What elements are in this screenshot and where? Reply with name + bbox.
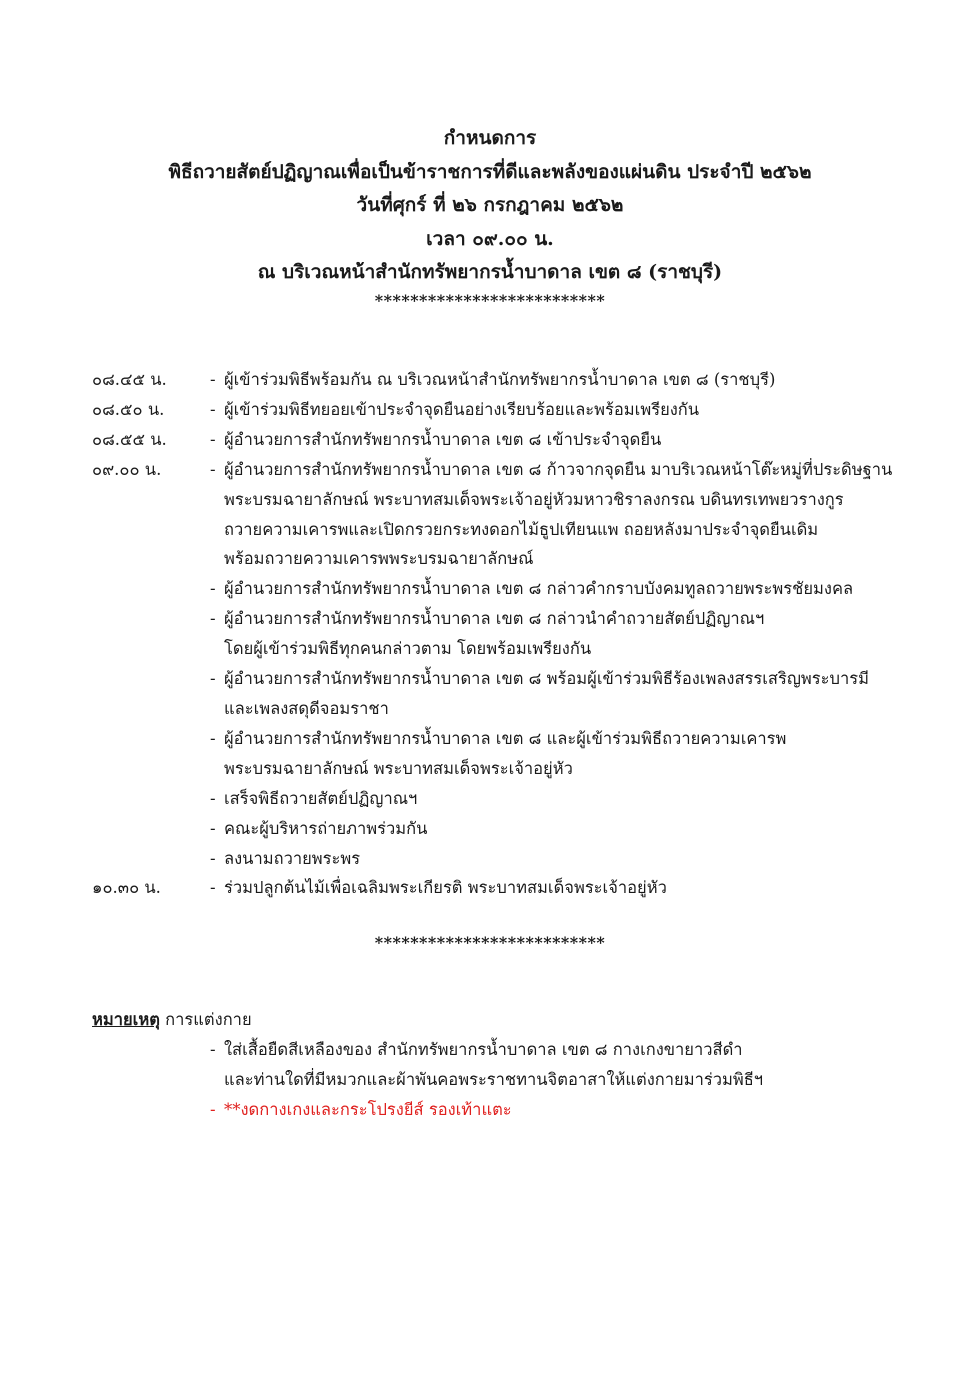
schedule-row — [92, 574, 912, 604]
schedule-row — [92, 604, 912, 634]
schedule-text: โดยผู้เข้าร่วมพิธีทุกคนกล่าวตาม โดยพร้อมเพรียงกัน — [224, 639, 592, 659]
bullet-dash: - — [210, 609, 216, 629]
note-label: หมายเหตุ — [92, 1010, 160, 1029]
schedule-time: ๐๘.๕๐ น. — [92, 399, 165, 419]
schedule-time: ๐๘.๕๕ น. — [92, 429, 167, 449]
schedule-text: ผู้อำนวยการสำนักทรัพยากรน้ำบาดาล เขต ๘ เข้าประจำจุดยืน — [224, 429, 662, 449]
schedule-text: ถวายความเคารพและเปิดกรวยกระทงดอกไม้ธูปเทียนแพ ถอยหลังมาประจำจุดยืนเดิม — [224, 519, 819, 539]
schedule-row — [92, 515, 912, 545]
bullet-dash: - — [210, 878, 216, 898]
schedule-list — [92, 365, 912, 903]
schedule-row — [92, 844, 912, 874]
bullet-dash: - — [210, 429, 216, 449]
bullet-dash: - — [210, 669, 216, 689]
header-title: กำหนดการ — [443, 127, 537, 149]
schedule-row — [92, 694, 912, 724]
header-location: ณ บริเวณหน้าสำนักทรัพยากรน้ำบาดาล เขต ๘ (ราชบุรี) — [257, 261, 723, 283]
bullet-dash: - — [210, 370, 216, 389]
schedule-row — [92, 754, 912, 784]
schedule-row — [92, 873, 912, 903]
schedule-row — [92, 664, 912, 694]
note-line — [92, 1035, 912, 1065]
note-title: การแต่งกาย — [165, 1010, 252, 1029]
schedule-text: ผู้อำนวยการสำนักทรัพยากรน้ำบาดาล เขต ๘ กล่าวนำคำถวายสัตย์ปฏิญาณฯ — [224, 609, 765, 629]
warning-text: **งดกางเกงและกระโปรงยีส์ รองเท้าแตะ — [224, 1100, 512, 1119]
schedule-text: ผู้อำนวยการสำนักทรัพยากรน้ำบาดาล เขต ๘ และผู้เข้าร่วมพิธีถวายความเคารพ — [224, 728, 787, 748]
footer-stars-divider — [0, 932, 980, 954]
bullet-dash: - — [210, 848, 216, 868]
bullet-dash: - — [210, 579, 216, 599]
header-time: เวลา ๐๙.๐๐ น. — [426, 227, 554, 250]
schedule-text: คณะผู้บริหารถ่ายภาพร่วมกัน — [224, 818, 428, 838]
schedule-row — [92, 425, 912, 455]
note-section — [92, 1005, 912, 1125]
bullet-dash: - — [210, 818, 216, 838]
schedule-text: เสร็จพิธีถวายสัตย์ปฏิญาณฯ — [224, 788, 418, 808]
schedule-row — [92, 485, 912, 515]
bullet-dash: - — [210, 1040, 216, 1059]
document-header — [0, 122, 980, 312]
schedule-row — [92, 544, 912, 574]
note-text: และท่านใดที่มีหมวกและผ้าพันคอพระราชทานจิตอาสาให้แต่งกายมาร่วมพิธีฯ — [224, 1070, 764, 1089]
bullet-dash: - — [210, 1100, 216, 1119]
schedule-text: และเพลงสดุดีจอมราชา — [224, 698, 389, 718]
schedule-text: ผู้เข้าร่วมพิธีพร้อมกัน ณ บริเวณหน้าสำนักทรัพยากรน้ำบาดาล เขต ๘ (ราชบุรี) — [224, 370, 776, 389]
schedule-row — [92, 784, 912, 814]
bullet-dash: - — [210, 399, 216, 419]
schedule-text: ร่วมปลูกต้นไม้เพื่อเฉลิมพระเกียรติ พระบาทสมเด็จพระเจ้าอยู่หัว — [224, 878, 667, 898]
stars-text: ************************** — [374, 933, 606, 952]
header-date: วันที่ศุกร์ ที่ ๒๖ กรกฎาคม ๒๕๖๒ — [356, 194, 624, 216]
note-text: ใส่เสื้อยืดสีเหลืองของ สำนักทรัพยากรน้ำบาดาล เขต ๘ กางเกงขายาวสีดำ — [224, 1040, 743, 1059]
schedule-text: ผู้อำนวยการสำนักทรัพยากรน้ำบาดาล เขต ๘ พร้อมผู้เข้าร่วมพิธีร้องเพลงสรรเสริญพระบารมี — [224, 669, 869, 689]
schedule-row — [92, 395, 912, 425]
note-heading — [92, 1005, 912, 1035]
schedule-text: พร้อมถวายความเคารพพระบรมฉายาลักษณ์ — [224, 549, 534, 569]
bullet-dash: - — [210, 459, 216, 479]
schedule-text: พระบรมฉายาลักษณ์ พระบาทสมเด็จพระเจ้าอยู่หัว — [224, 758, 573, 778]
schedule-row — [92, 455, 912, 485]
note-warning — [92, 1095, 912, 1125]
schedule-row — [92, 724, 912, 754]
schedule-row — [92, 814, 912, 844]
schedule-text: ลงนามถวายพระพร — [224, 848, 361, 868]
header-stars-divider: ************************** — [374, 290, 606, 310]
note-line — [92, 1065, 912, 1095]
schedule-row — [92, 365, 912, 395]
schedule-text: ผู้เข้าร่วมพิธีทยอยเข้าประจำจุดยืนอย่างเรียบร้อยและพร้อมเพรียงกัน — [224, 399, 700, 419]
schedule-text: ผู้อำนวยการสำนักทรัพยากรน้ำบาดาล เขต ๘ กล่าวคำกราบบังคมทูลถวายพระพรชัยมงคล — [224, 579, 854, 599]
schedule-time: ๑๐.๓๐ น. — [92, 878, 161, 898]
schedule-time: ๐๘.๔๕ น. — [92, 370, 167, 389]
schedule-time: ๐๙.๐๐ น. — [92, 459, 162, 479]
schedule-text: พระบรมฉายาลักษณ์ พระบาทสมเด็จพระเจ้าอยู่หัวมหาวชิราลงกรณ บดินทรเทพยวรางกูร — [224, 489, 844, 509]
schedule-text: ผู้อำนวยการสำนักทรัพยากรน้ำบาดาล เขต ๘ ก้าวจากจุดยืน มาบริเวณหน้าโต๊ะหมู่ที่ประดิษฐาน — [224, 459, 893, 479]
bullet-dash: - — [210, 788, 216, 808]
header-ceremony-name: พิธีถวายสัตย์ปฏิญาณเพื่อเป็นข้าราชการที่ดีและพลังของแผ่นดิน ประจำปี ๒๕๖๒ — [168, 160, 812, 183]
schedule-row — [92, 634, 912, 664]
bullet-dash: - — [210, 728, 216, 748]
